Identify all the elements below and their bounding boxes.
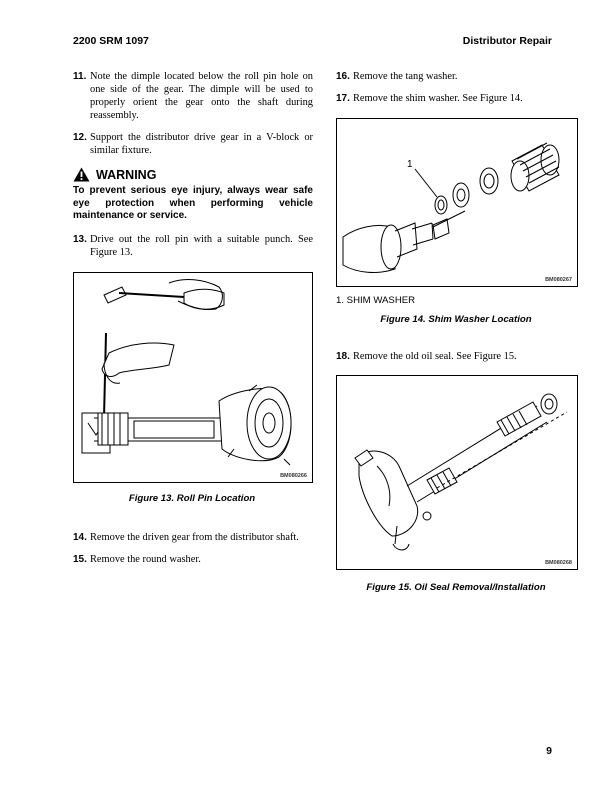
callout-1: 1 <box>407 159 413 170</box>
warning-title: WARNING <box>96 167 157 182</box>
figure-15-illustration <box>336 375 578 570</box>
step-13 <box>73 233 313 259</box>
figure-15-caption: Figure 15. Oil Seal Removal/Installation <box>366 582 546 593</box>
header-left: 2200 SRM 1097 <box>73 35 149 47</box>
figure-13-illustration <box>73 272 313 483</box>
step-text: Drive out the roll pin with a suitable punch. See Figure 13. <box>90 233 313 258</box>
step-number: 13. <box>73 233 87 245</box>
figure-14-illustration <box>336 118 578 287</box>
step-text: Remove the shim washer. See Figure 14. <box>353 93 523 104</box>
step-text: Support the distributor drive gear in a V-block or similar fixture. <box>90 132 313 156</box>
warning-block <box>73 167 313 223</box>
figure-code: BM080268 <box>545 560 572 566</box>
step-14 <box>73 531 313 544</box>
step-number: 14. <box>73 532 87 543</box>
page-number: 9 <box>546 745 552 757</box>
header-right: Distributor Repair <box>462 35 552 47</box>
step-17 <box>336 92 578 105</box>
warning-text: To prevent serious eye injury, always wear safe eye protection when performing vehicle maintenance or service. <box>73 185 313 221</box>
figure-code: BM080267 <box>545 277 572 283</box>
left-column <box>73 70 313 259</box>
step-number: 17. <box>336 93 350 104</box>
step-15 <box>73 553 313 566</box>
figure-14-legend: 1. SHIM WASHER <box>336 295 416 306</box>
oil-seal-drawing <box>337 376 577 569</box>
figure-13-caption: Figure 13. Roll Pin Location <box>128 493 256 504</box>
step-text: Remove the round washer. <box>90 554 201 565</box>
step-number: 12. <box>73 132 87 143</box>
shim-washer-drawing <box>337 119 577 286</box>
figure-code: BM080266 <box>280 473 307 479</box>
step-number: 16. <box>336 71 350 82</box>
warning-triangle-icon <box>73 167 90 182</box>
step-text: Note the dimple located below the roll pin hole on one side of the gear. The dimple will be used to properly orient the gear onto the shaft during reassembly. <box>90 71 313 121</box>
right-column-middle <box>336 350 578 363</box>
step-text: Remove the old oil seal. See Figure 15. <box>353 351 517 362</box>
figure-14-caption: Figure 14. Shim Washer Location <box>380 314 532 325</box>
roll-pin-drawing <box>74 273 312 482</box>
step-18 <box>336 350 578 363</box>
step-11 <box>73 70 313 122</box>
step-text: Remove the tang washer. <box>353 71 458 82</box>
left-column-bottom <box>73 531 313 566</box>
right-column <box>336 70 578 105</box>
step-number: 11. <box>73 71 87 82</box>
step-12 <box>73 131 313 157</box>
step-text: Remove the driven gear from the distributor shaft. <box>90 532 299 543</box>
step-16 <box>336 70 578 83</box>
step-number: 15. <box>73 554 87 565</box>
step-number: 18. <box>336 351 350 362</box>
